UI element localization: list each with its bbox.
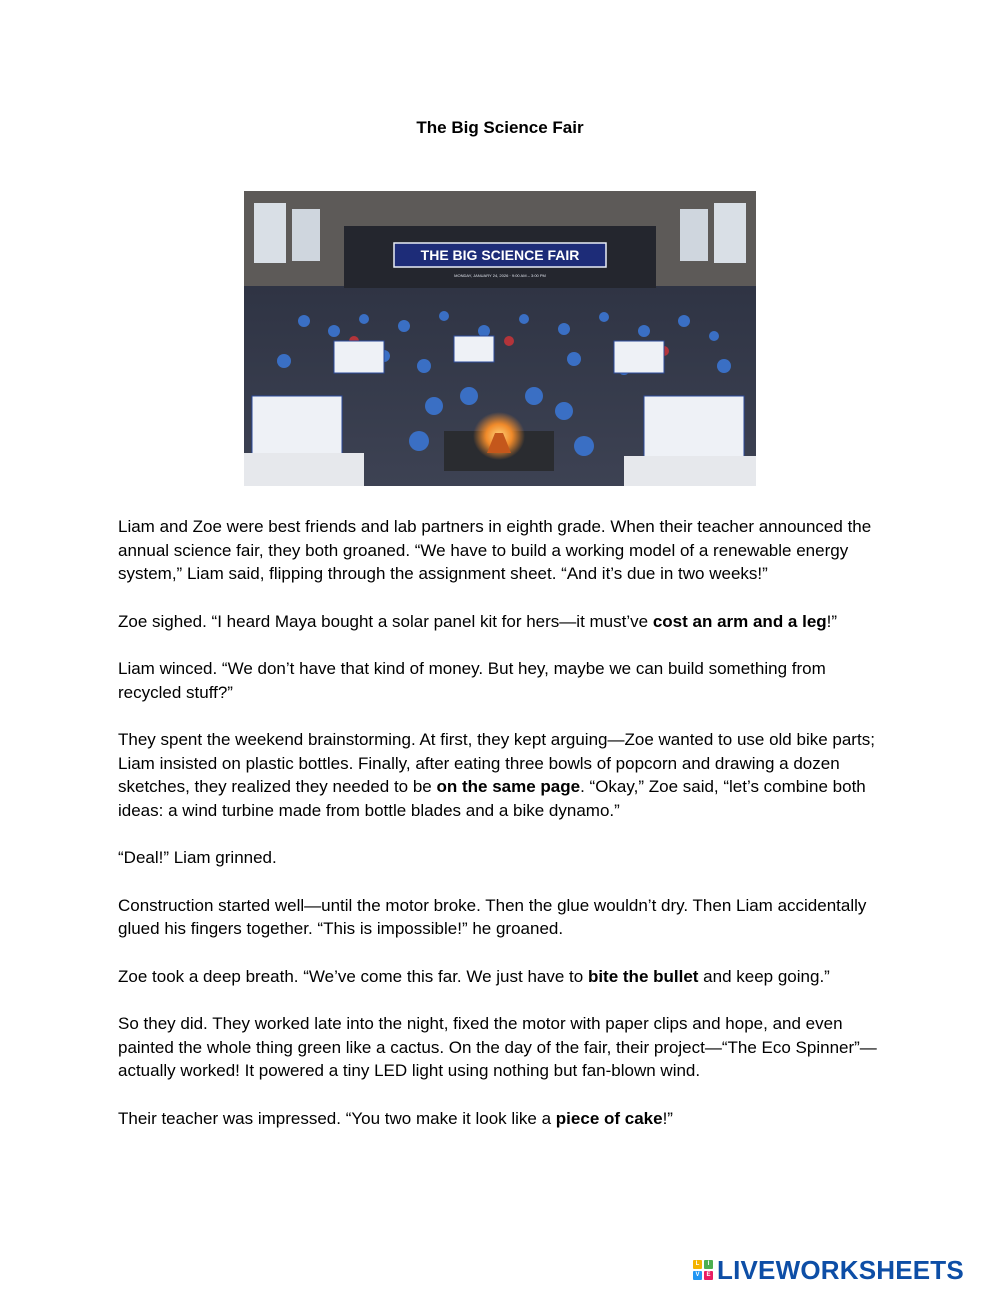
paragraph-6: Construction started well—until the motor broke. Then the glue wouldn’t dry. Then Liam accidentally glued his fingers together. “This is impossible!” he groaned. (118, 895, 867, 938)
side-table-left (244, 453, 364, 486)
side-table-right (624, 456, 756, 486)
logo-text: LIVEWORKSHEETS (717, 1255, 964, 1285)
paragraph-4: They spent the weekend brainstorming. At first, they kept arguing—Zoe wanted to use old bike parts; Liam insisted on plastic bottles. Finally, after eating three bowls of popcorn and drawing a dozen sketches, they realized they needed to be on the same page. “Okay,” Zoe said, “let’s combine both ideas: a wind turbine made from bottle blades and a bike dynamo.” (118, 730, 875, 820)
idiom-on-the-same-page: on the same page (436, 777, 581, 796)
banner-text: THE BIG SCIENCE FAIR (420, 247, 580, 263)
paragraph-2: Zoe sighed. “I heard Maya bought a solar panel kit for hers—it must’ve cost an arm and a leg!” (118, 611, 838, 631)
banner-subtext: MONDAY, JANUARY 24, 2026 · 9:00 AM – 3:00 PM (454, 273, 546, 278)
logo-blocks: L I V E (693, 1260, 713, 1280)
paragraph-1: Liam and Zoe were best friends and lab partners in eighth grade. When their teacher announced the annual science fair, they both groaned. “We have to build a working model of a renewable energy system,” Liam said, flipping through the assignment sheet. “And it’s due in two weeks!” (118, 517, 872, 583)
paragraph-7: Zoe took a deep breath. “We’ve come this far. We just have to bite the bullet and keep going.” (118, 966, 830, 986)
page-title: The Big Science Fair (416, 118, 584, 137)
idiom-piece-of-cake: piece of cake (555, 1108, 663, 1128)
story-text (118, 515, 888, 1154)
idiom-cost-an-arm-and-a-leg: cost an arm and a leg (652, 611, 827, 631)
window-right-2 (680, 209, 708, 261)
idiom-bite-the-bullet: bite the bullet (587, 966, 699, 986)
science-fair-photo (244, 191, 756, 486)
window-left-2 (292, 209, 320, 261)
paragraph-8: So they did. They worked late into the night, fixed the motor with paper clips and hope, and even painted the whole thing green like a cactus. On the day of the fair, their project—“The Eco Spinner”—actually worked! It powered a tiny LED light using nothing but fan-blown wind. (118, 1014, 877, 1080)
paragraph-5: “Deal!” Liam grinned. (118, 848, 277, 867)
window-left (254, 203, 286, 263)
liveworksheets-logo[interactable] (693, 1257, 964, 1283)
paragraph-3: Liam winced. “We don’t have that kind of money. But hey, maybe we can build something from recycled stuff?” (118, 659, 826, 702)
paragraph-9: Their teacher was impressed. “You two make it look like a piece of cake!” (118, 1108, 673, 1128)
window-right (714, 203, 746, 263)
